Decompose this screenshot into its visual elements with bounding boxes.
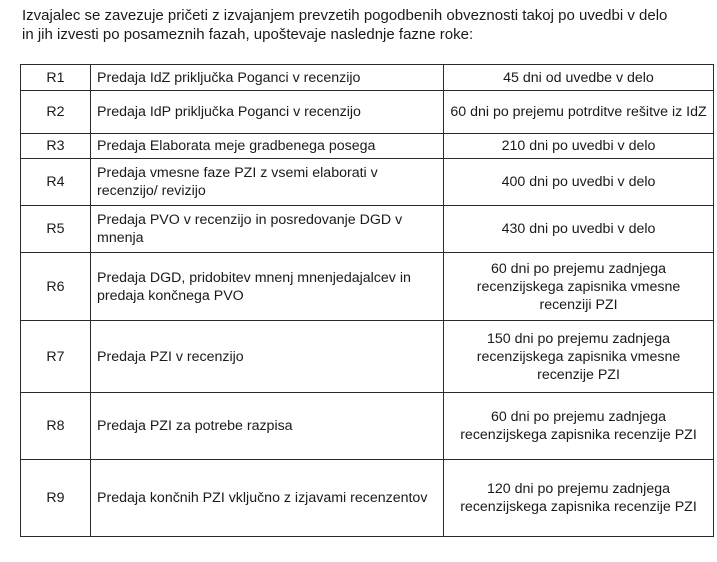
table-row (21, 65, 714, 91)
row-description: Predaja vmesne faze PZI z vsemi elaborati v recenzijo/ revizijo (91, 159, 444, 206)
table-row (21, 460, 714, 537)
row-deadline: 60 dni po prejemu potrditve rešitve iz IdZ (444, 91, 714, 134)
table-row (21, 393, 714, 460)
row-description: Predaja PZI v recenzijo (91, 321, 444, 393)
row-deadline: 60 dni po prejemu zadnjega recenzijskega zapisnika vmesne recenziji PZI (444, 253, 714, 321)
row-code: R1 (21, 65, 91, 91)
row-code: R8 (21, 393, 91, 460)
table-row (21, 206, 714, 253)
row-deadline: 120 dni po prejemu zadnjega recenzijskega zapisnika recenzije PZI (444, 460, 714, 537)
row-code: R2 (21, 91, 91, 134)
intro-paragraph (22, 6, 702, 44)
row-description: Predaja IdZ priključka Poganci v recenzijo (91, 65, 444, 91)
row-deadline: 45 dni od uvedbe v delo (444, 65, 714, 91)
phase-deadlines-table (20, 64, 714, 537)
intro-line-1: Izvajalec se zavezuje pričeti z izvajanjem prevzetih pogodbenih obveznosti takoj po uvedbi v delo (22, 7, 668, 24)
row-description: Predaja IdP priključka Poganci v recenzijo (91, 91, 444, 134)
row-description: Predaja Elaborata meje gradbenega posega (91, 134, 444, 159)
row-description: Predaja PZI za potrebe razpisa (91, 393, 444, 460)
table-row (21, 321, 714, 393)
row-description: Predaja končnih PZI vključno z izjavami recenzentov (91, 460, 444, 537)
row-code: R5 (21, 206, 91, 253)
row-code: R7 (21, 321, 91, 393)
row-deadline: 60 dni po prejemu zadnjega recenzijskega zapisnika recenzije PZI (444, 393, 714, 460)
row-deadline: 210 dni po uvedbi v delo (444, 134, 714, 159)
table-row (21, 253, 714, 321)
row-code: R9 (21, 460, 91, 537)
intro-line-2: in jih izvesti po posameznih fazah, upoštevaje naslednje fazne roke: (22, 26, 474, 43)
row-code: R4 (21, 159, 91, 206)
row-description: Predaja DGD, pridobitev mnenj mnenjedajalcev in predaja končnega PVO (91, 253, 444, 321)
table-row (21, 159, 714, 206)
row-deadline: 400 dni po uvedbi v delo (444, 159, 714, 206)
row-code: R6 (21, 253, 91, 321)
row-deadline: 430 dni po uvedbi v delo (444, 206, 714, 253)
row-description: Predaja PVO v recenzijo in posredovanje DGD v mnenja (91, 206, 444, 253)
row-deadline: 150 dni po prejemu zadnjega recenzijskega zapisnika vmesne recenzije PZI (444, 321, 714, 393)
table-row (21, 134, 714, 159)
row-code: R3 (21, 134, 91, 159)
table-row (21, 91, 714, 134)
